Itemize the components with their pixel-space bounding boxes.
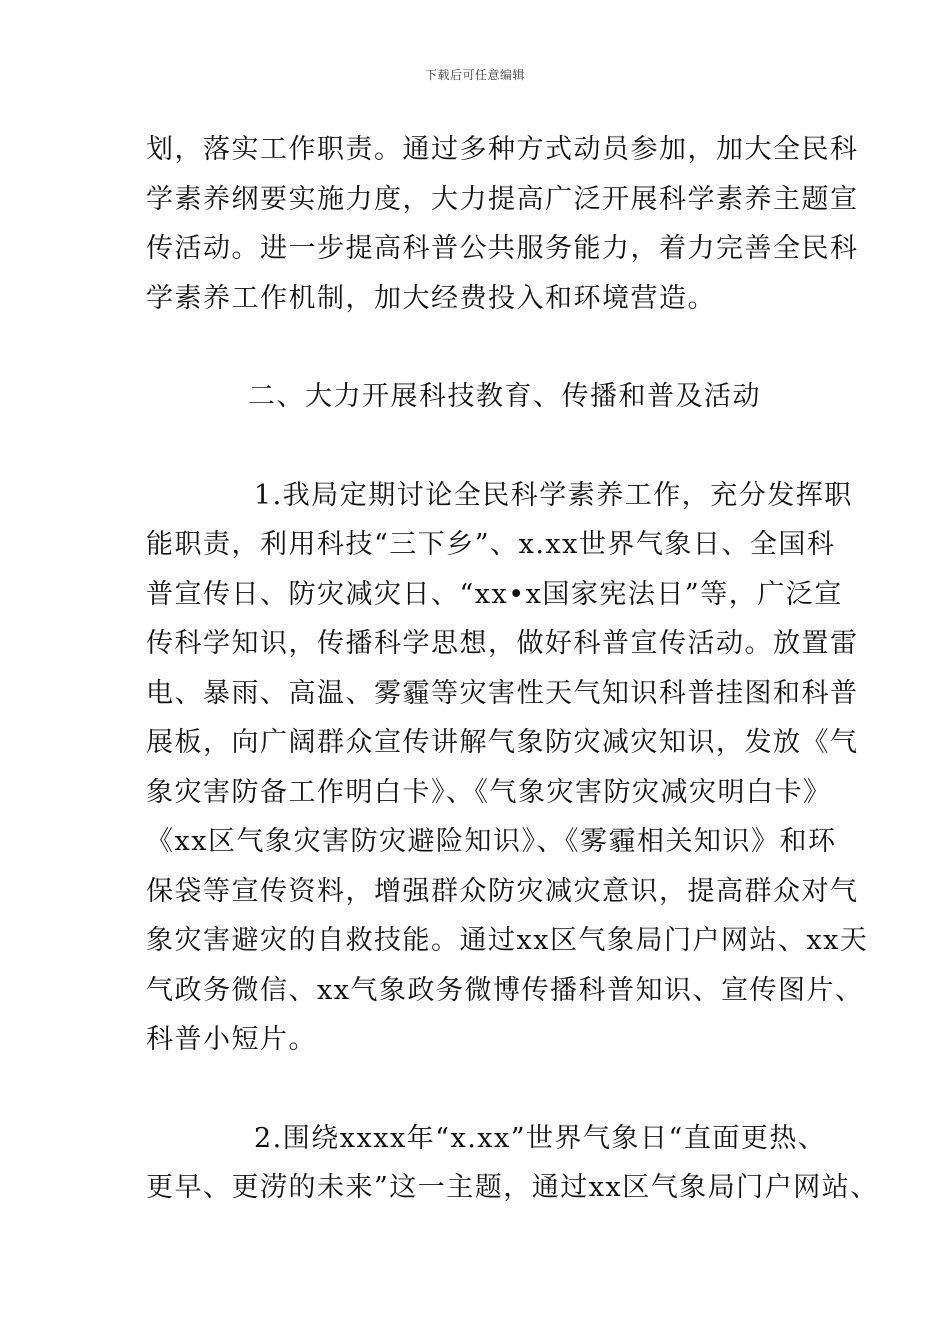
paragraph-3 [146,1114,879,1213]
paragraph-line: 学素养工作机制，加大经费投入和环境营造。 [146,282,716,314]
paragraph-line: 展板，向广阔群众宣传讲解气象防灾减灾知识，发放《气 [146,727,859,758]
paragraph-line: 电、暴雨、高温、雾霾等灾害性天气知识科普挂图和科普 [146,677,859,709]
paragraph-line: 传活动。进一步提高科普公共服务能力，着力完善全民科 [146,233,859,264]
paragraph-line: 传科学知识，传播科学思想，做好科普宣传活动。放置雷 [146,628,859,659]
paragraph-line: 气政务微信、xx气象政务微博传播科普知识、宣传图片、 [146,974,864,1006]
paragraph-gap [146,1065,826,1114]
paragraph-line: 象灾害防备工作明白卡》、《气象灾害防灾减灾明白卡》 [146,776,832,808]
paragraph-line: 1.我局定期讨论全民科学素养工作，充分发挥职 [254,479,853,511]
paragraph-line: 象灾害避灾的自救技能。通过xx区气象局门户网站、xx天 [146,925,869,956]
paragraph-line: 能职责，利用科技“三下乡”、x.xx世界气象日、全国科 [146,529,836,560]
paragraph-gap [146,323,826,372]
paragraph-line: 保袋等宣传资料，增强群众防灾减灾意识，提高群众对气 [146,875,859,907]
paragraph-line: 2.围绕xxxx年“x.xx”世界气象日“直面更热、 [254,1122,827,1154]
paragraph-gap [146,422,826,471]
paragraph-2 [146,471,869,1065]
paragraph-line: 划，落实工作职责。通过多种方式动员参加，加大全民科 [146,134,859,165]
page-header-note: 下载后可任意编辑 [424,68,525,82]
paragraph-line: 《xx区气象灾害防灾避险知识》、《雾霾相关知识》和环 [146,826,837,857]
section-heading: 二、大力开展科技教育、传播和普及活动 [248,381,761,412]
document-body [146,125,879,1213]
paragraph-line: 学素养纲要实施力度，大力提高广泛开展科学素养主题宣 [146,183,859,215]
paragraph-line: 更早、更涝的未来”这一主题，通过xx区气象局门户网站、 [146,1172,879,1203]
paragraph-1 [146,125,859,323]
paragraph-line: 科普小短片。 [146,1024,317,1055]
paragraph-line: 普宣传日、防灾减灾日、“xx•x国家宪法日”等，广泛宣 [146,578,843,610]
